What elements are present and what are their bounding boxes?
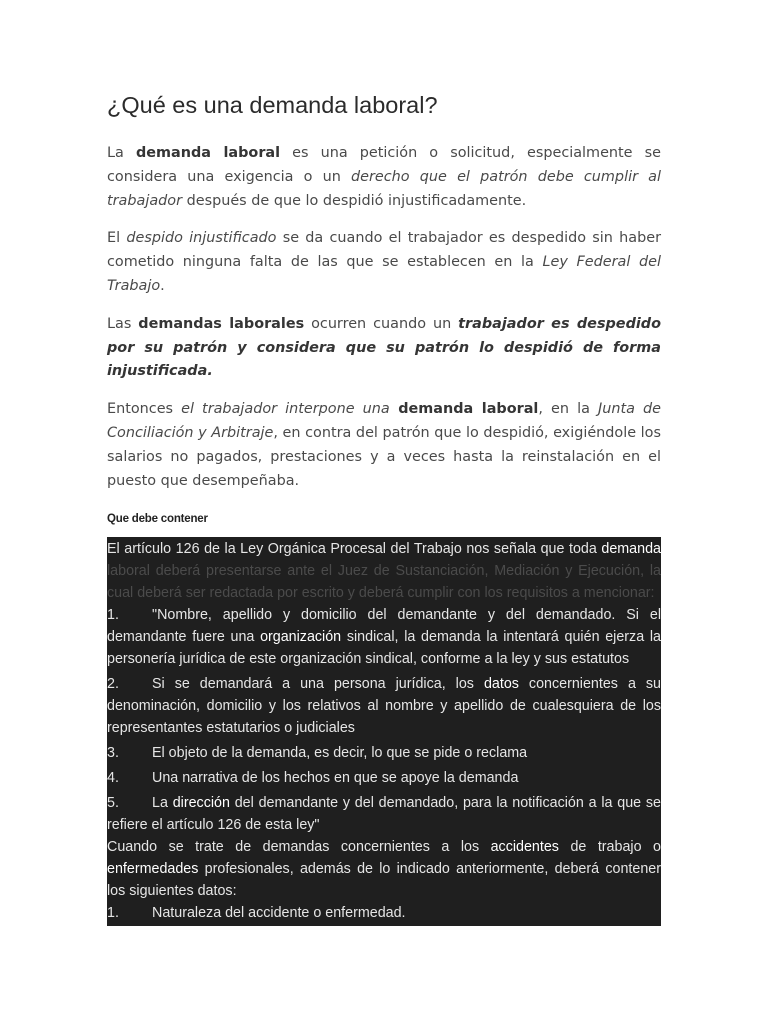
item-number: 1. <box>107 607 119 624</box>
text: El <box>107 230 127 247</box>
text: . <box>160 277 165 294</box>
text: se da cuando el trabajador es despedido sin haber cometido ninguna falta de las que se establecen en la <box>107 230 661 271</box>
text: La <box>152 795 173 812</box>
link-accidentes[interactable]: accidentes <box>490 839 559 856</box>
box-intro <box>107 538 661 604</box>
requirements-box <box>107 537 661 926</box>
text: Naturaleza del accidente o enfermedad. <box>152 905 406 922</box>
link-organizacion[interactable]: organización <box>260 629 342 646</box>
list-item <box>107 767 661 789</box>
link-datos[interactable]: datos <box>483 676 519 693</box>
text: ocurren cuando un <box>304 315 459 332</box>
item-number: 3. <box>107 745 119 762</box>
link-direccion[interactable]: dirección <box>172 795 230 812</box>
italic-phrase: Ley Federal del Trabajo <box>107 254 661 294</box>
paragraph-definition <box>107 142 661 213</box>
text: después de que lo despidió injustificadamente. <box>182 192 527 209</box>
italic-phrase: Junta de Conciliación y Arbitraje <box>107 401 661 441</box>
text: es una petición o solicitud, especialmente se considera una exigencia o un <box>107 145 661 185</box>
text: Las <box>107 315 139 332</box>
list-item <box>107 604 661 670</box>
box-extra <box>107 836 661 902</box>
text: Cuando se trate de demandas concernientes a los <box>107 839 491 856</box>
italic-phrase: despido injustificado <box>126 230 277 247</box>
section-heading: Que debe contener <box>107 513 208 526</box>
text: La <box>107 145 136 161</box>
text: concernientes a su denominación, domicilio y los relativos al nombre y apellido de cualesquiera de los representantes estatutarios o judiciales <box>107 676 661 737</box>
paragraph-despido <box>107 227 661 298</box>
text: El artículo 126 de la Ley Orgánica Procesal del Trabajo nos señala que toda <box>107 541 602 558</box>
text: de trabajo o <box>558 839 661 856</box>
list-item <box>107 902 661 924</box>
list-item <box>107 673 661 739</box>
bold-term: demandas laborales <box>138 315 305 332</box>
link-enfermedades[interactable]: enfermedades <box>107 861 199 878</box>
paragraph-entonces <box>107 398 661 493</box>
page-title: ¿Qué es una demanda laboral? <box>107 92 438 118</box>
text: , en la <box>538 401 598 418</box>
bold-term: demanda laboral <box>135 145 281 161</box>
text: sindical, la demanda la intentará quién ejerza la personería jurídica de este organización sindical, conforme a la ley y sus estatutos <box>107 629 661 668</box>
italic-phrase: el trabajador interpone una <box>181 401 390 418</box>
paragraph-demandas <box>107 313 661 384</box>
text: Una narrativa de los hechos en que se apoye la demanda <box>152 770 519 787</box>
text-faded: laboral deberá presentarse ante el Juez de Sustanciación, Mediación y Ejecución, la cual deberá ser redactada por escrito y deberá cumplir con los requisitos a mencionar: <box>107 563 661 602</box>
text: "Nombre, apellido y domicilio del demandante y del demandado. Si el demandante fuere una <box>107 607 661 646</box>
link-demanda[interactable]: demanda <box>601 541 661 558</box>
bold-italic-phrase: trabajador es despedido por su patrón y considera que su patrón lo despidió de forma injustificada. <box>107 315 661 380</box>
text: Si se demandará a una persona jurídica, los <box>152 676 484 693</box>
text: profesionales, además de lo indicado anteriormente, deberá contener los siguientes datos: <box>107 861 661 900</box>
text: Entonces <box>107 401 182 418</box>
text: del demandante y del demandado, para la notificación a la que se refiere el artículo 126 de esta ley" <box>107 795 661 834</box>
text: , en contra del patrón que lo despidió, exigiéndole los salarios no pagados, prestaciones y a veces hasta la reinstalación en el puesto que desempeñaba. <box>107 424 661 489</box>
item-number: 2. <box>107 676 119 693</box>
item-number: 1. <box>107 905 119 922</box>
item-number: 4. <box>107 770 119 787</box>
bold-term: demanda laboral <box>389 401 539 418</box>
document-page <box>107 92 661 926</box>
list-item <box>107 792 661 836</box>
italic-phrase: derecho que el patrón debe cumplir al trabajador <box>107 168 661 209</box>
item-number: 5. <box>107 795 119 812</box>
text: El objeto de la demanda, es decir, lo que se pide o reclama <box>152 745 528 762</box>
list-item <box>107 742 661 764</box>
